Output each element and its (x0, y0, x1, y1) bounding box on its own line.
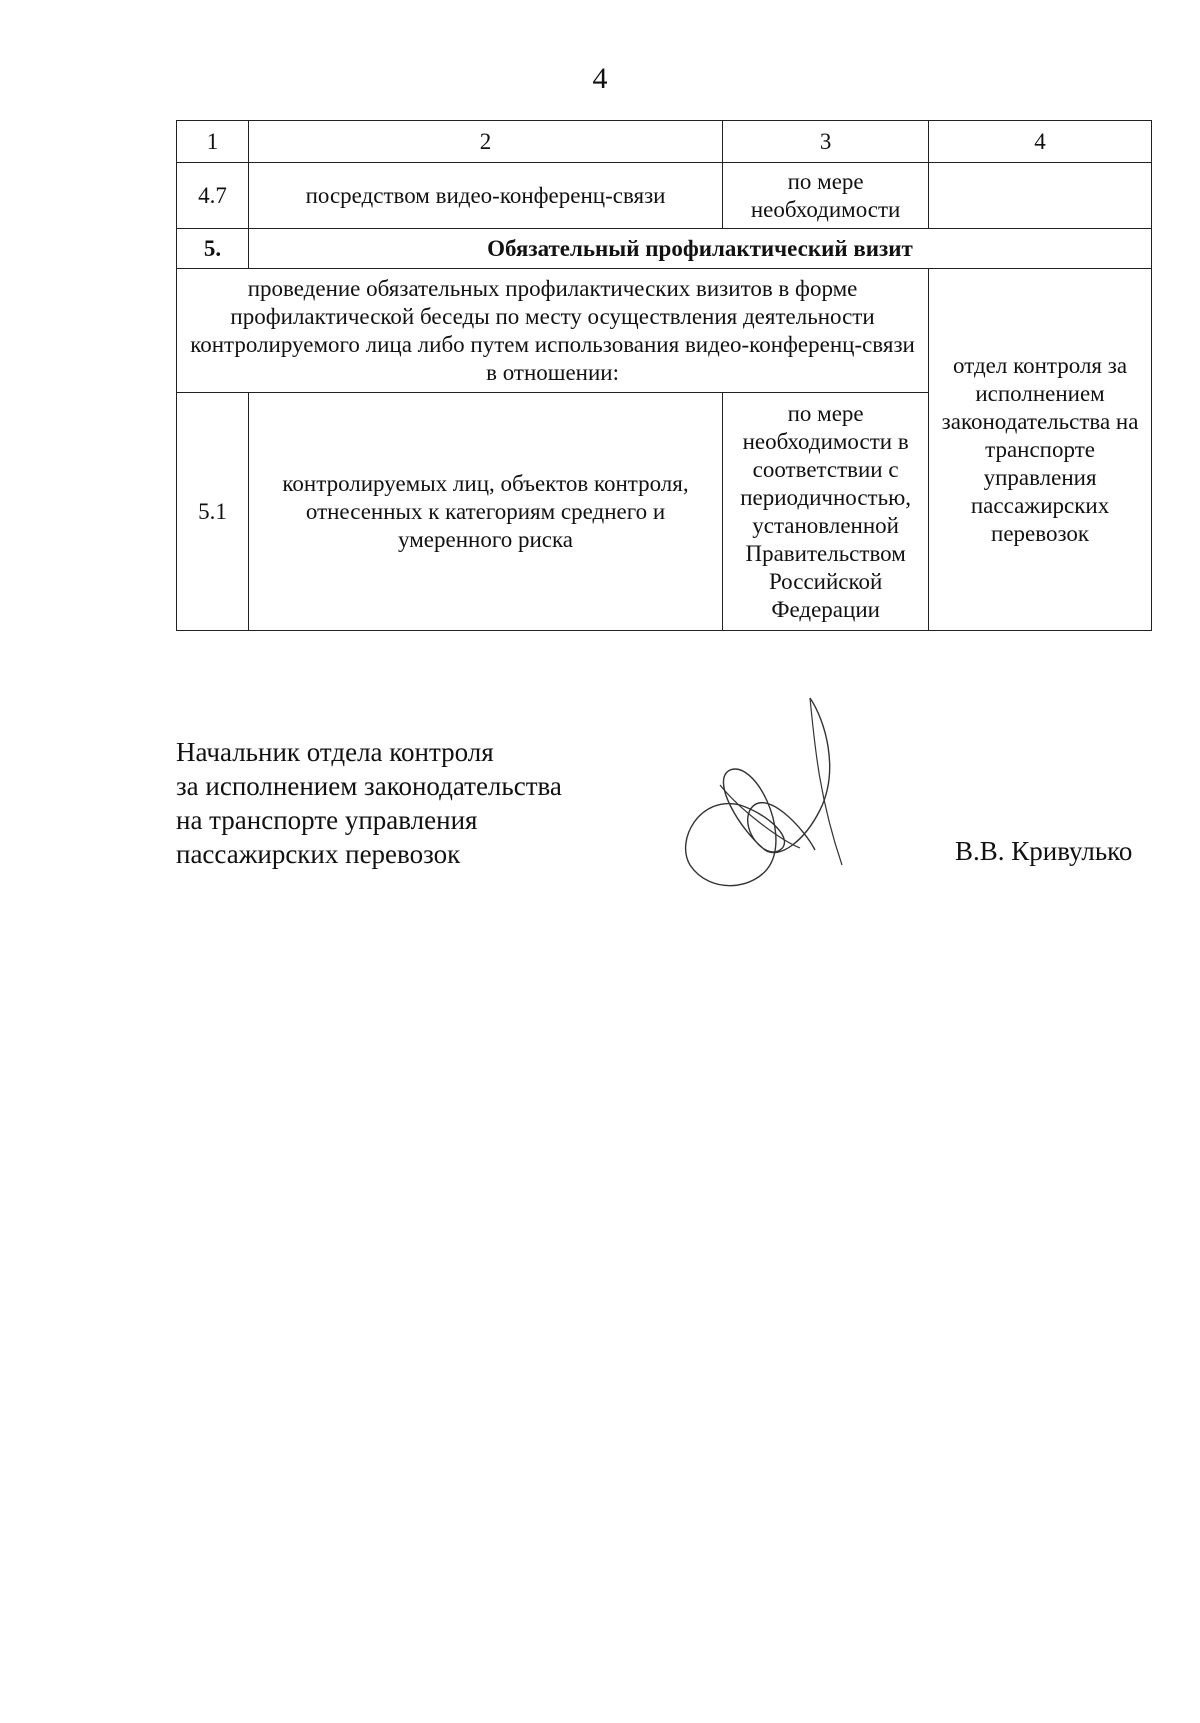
position-line: пассажирских перевозок (176, 839, 461, 869)
page-number: 4 (592, 62, 608, 95)
table-row-4-7 (177, 163, 1152, 229)
header-col-2: 2 (248, 121, 722, 163)
section-title: Обязательный профилактический визит (248, 229, 1151, 269)
row-number: 4.7 (177, 163, 249, 229)
section-5-row (177, 229, 1152, 269)
section-number: 5. (177, 229, 249, 269)
position-line: на транспорте управления (176, 805, 478, 835)
header-col-3: 3 (723, 121, 929, 163)
responsible-department: отдел контроля за исполнением законодательства на транспорте управления пассажирских перевозок (929, 269, 1152, 631)
signer-name: В.В. Кривулько (955, 836, 1133, 866)
section-5-intro-row (177, 269, 1152, 393)
position-line: за исполнением законодательства (176, 771, 562, 801)
position-line: Начальник отдела контроля (176, 737, 494, 767)
row-description: контролируемых лиц, объектов контроля, отнесенных к категориям среднего и умеренного риска (248, 393, 722, 631)
header-col-4: 4 (929, 121, 1152, 163)
section-intro: проведение обязательных профилактических визитов в форме профилактической беседы по месту осуществления деятельности контролируемого лица либо путем использования видео-конференц-связи в отношении: (177, 269, 929, 393)
row-period: по мере необходимости в соответствии с периодичностью, установленной Правительством Российской Федерации (723, 393, 929, 631)
plan-table (176, 120, 1152, 631)
row-description: посредством видео-конференц-связи (248, 163, 722, 229)
header-col-1: 1 (177, 121, 249, 163)
row-period: по мере необходимости (723, 163, 929, 229)
handwritten-signature (670, 690, 850, 910)
row-responsible (929, 163, 1152, 229)
table-header-row (177, 121, 1152, 163)
row-number: 5.1 (177, 393, 249, 631)
signatory-position (176, 735, 562, 871)
